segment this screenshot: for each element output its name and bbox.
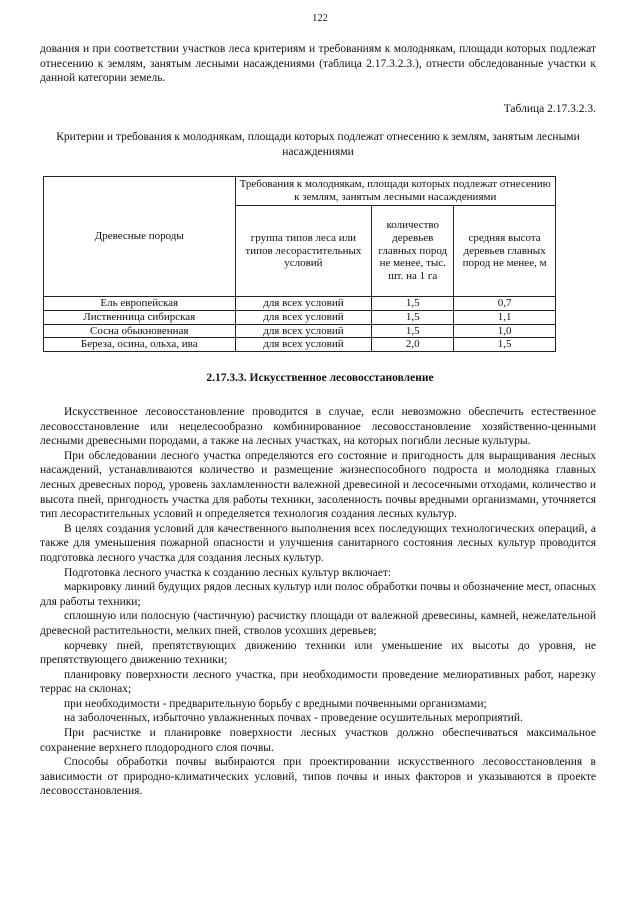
header-species: Древесные породы — [44, 177, 236, 297]
paragraph: При обследовании лесного участка определяются его состояние и пригодность для выращивания лесных насаждений, устанавливаются количество и размещение жизнеспособного подроста и молодняка главных лесных древесных пород, уровень захламленности валежной древесиной и лесосечными отходами, количество и высота пней, пригодность участка для работы техники, засоленность почвы вредными организмами, уточняется тип лесорастительных условий и определяется технология создания лесных культур. — [40, 449, 596, 521]
cell-conditions: для всех условий — [235, 310, 372, 324]
paragraph: При расчистке и планировке поверхности лесных участков должно обеспечиваться максимальное сохранение верхнего плодородного слоя почвы. — [40, 727, 596, 754]
paragraph: планировку поверхности лесного участка, при необходимости проведение мелиоративных работ, нарезку террас на склонах; — [40, 668, 596, 696]
page-number: 122 — [312, 13, 328, 24]
paragraph: Искусственное лесовосстановление проводится в случае, если невозможно обеспечить естественное лесовосстановление или нецелесообразно комбинированное лесовосстановление хозяйственно-ценными лесными древесными породами, а также на лесных участках, на которых погибли лесные культуры. — [40, 406, 596, 448]
cell-count: 1,5 — [372, 297, 454, 311]
paragraph: Подготовка лесного участка к созданию лесных культур включает: — [64, 566, 392, 579]
cell-species: Ель европейская — [44, 297, 236, 311]
cell-height: 1,1 — [454, 310, 556, 324]
cell-height: 1,5 — [454, 338, 556, 352]
paragraph: В целях создания условий для качественного выполнения всех последующих технологических операций, а также для уменьшения пожарной опасности и улучшения санитарного состояния лесных культур проводится подготовка лесного участка для создания лесных культур. — [40, 522, 596, 564]
paragraph: на заболоченных, избыточно увлажненных почвах - проведение осушительных мероприятий. — [64, 712, 523, 725]
section-heading: 2.17.3.3. Искусственное лесовосстановление — [206, 372, 434, 384]
requirements-table — [43, 176, 556, 352]
header-mean-height: средняя высота деревьев главных пород не менее, м — [454, 206, 556, 297]
intro-paragraph: дования и при соответствии участков леса критериям и требованиям к молоднякам, площади которых подлежат отнесению к землям, занятым лесными насаждениями (таблица 2.17.3.2.3.), отнести обследованные участки к данной категории земель. — [40, 43, 596, 85]
header-forest-type: группа типов леса или типов лесорастительных условий — [235, 206, 372, 297]
cell-conditions: для всех условий — [235, 297, 372, 311]
cell-height: 1,0 — [454, 324, 556, 338]
paragraph: при необходимости - предварительную борьбу с вредными почвенными организмами; — [64, 697, 487, 710]
cell-species: Береза, осина, ольха, ива — [44, 338, 236, 352]
table-row — [44, 338, 556, 352]
cell-species: Лиственница сибирская — [44, 310, 236, 324]
paragraph: корчевку пней, препятствующих движению техники или уменьшение их высоты до уровня, не препятствующего движению техники; — [40, 639, 596, 667]
cell-conditions: для всех условий — [235, 338, 372, 352]
cell-conditions: для всех условий — [235, 324, 372, 338]
table-row — [44, 324, 556, 338]
paragraph: сплошную или полосную (частичную) расчистку площади от валежной древесины, камней, нежелательной древесной растительности, мелких пней, стволов усохших деревьев; — [40, 610, 596, 637]
cell-species: Сосна обыкновенная — [44, 324, 236, 338]
body-text — [40, 405, 596, 799]
table-caption: Критерии и требования к молоднякам, площади которых подлежат отнесению к землям, занятым лесными насаждениями — [56, 131, 580, 158]
paragraph: маркировку линий будущих рядов лесных культур или полос обработки почвы и обозначение мест, опасных для работы техники; — [40, 581, 596, 608]
header-tree-count: количество деревьев главных пород не менее, тыс. шт. на 1 га — [372, 206, 454, 297]
cell-count: 2,0 — [372, 338, 454, 352]
table-row — [44, 297, 556, 311]
table-header-row — [44, 177, 556, 206]
table-label: Таблица 2.17.3.2.3. — [503, 103, 596, 115]
cell-height: 0,7 — [454, 297, 556, 311]
cell-count: 1,5 — [372, 324, 454, 338]
header-requirements-group: Требования к молоднякам, площади которых подлежат отнесению к землям, занятым лесными насаждениями — [235, 177, 556, 206]
paragraph: Способы обработки почвы выбираются при проектировании искусственного лесовосстановления в зависимости от природно-климатических условий, типов почвы и иных факторов и указываются в проекте лесовосстановления. — [40, 756, 596, 798]
cell-count: 1,5 — [372, 310, 454, 324]
table-row — [44, 310, 556, 324]
